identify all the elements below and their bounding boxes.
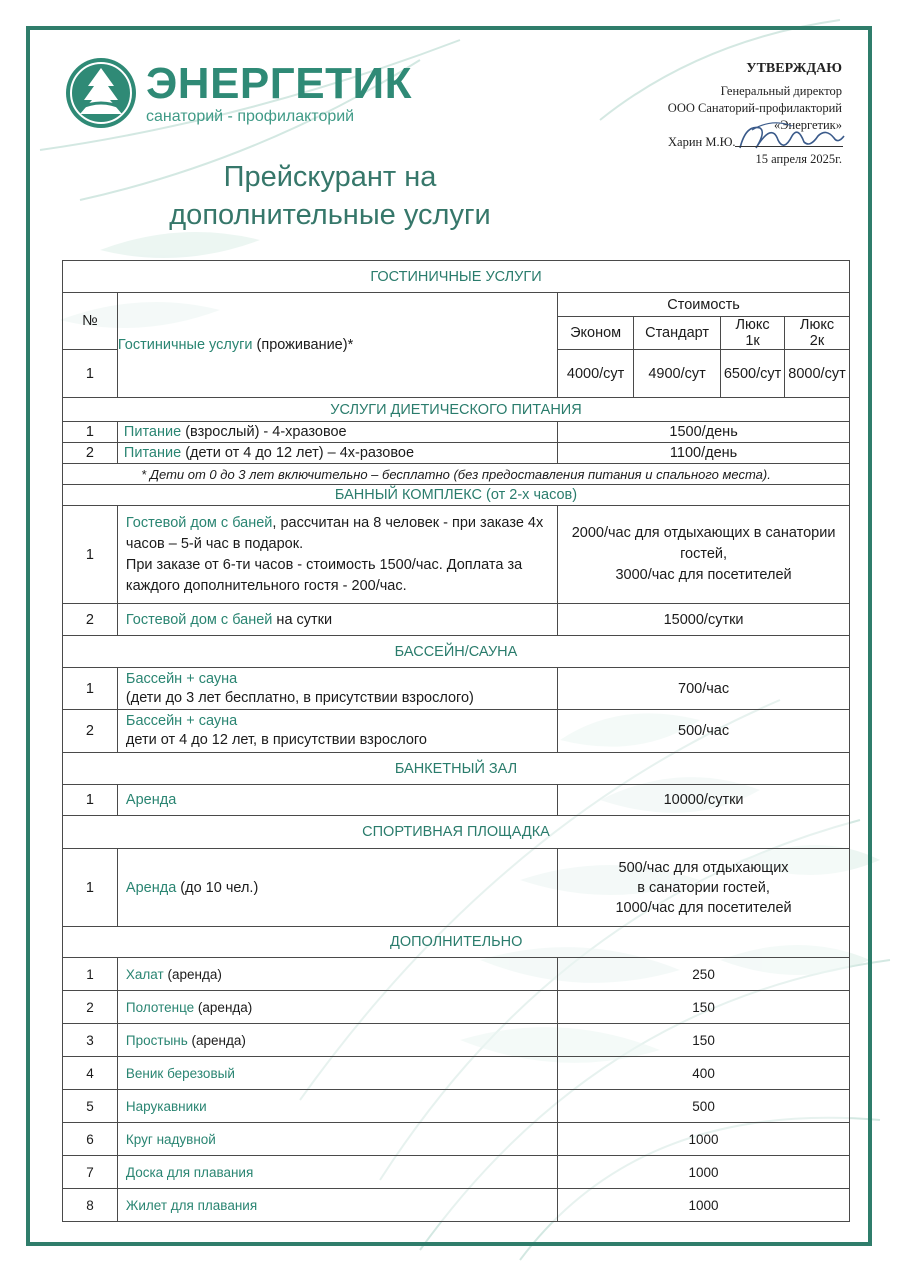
service-cell	[117, 506, 557, 604]
section-sport	[63, 816, 850, 849]
price-cell: 10000/сутки	[558, 785, 850, 816]
service-name: Полотенце	[125, 999, 195, 1015]
approval-position: Генеральный директор	[720, 84, 842, 98]
table-row	[63, 604, 850, 636]
section-title: БАННЫЙ КОМПЛЕКС (от 2-х часов)	[63, 485, 850, 506]
service-name: Аренда	[125, 879, 177, 896]
service-name: Аренда	[125, 792, 177, 808]
row-number: 1	[63, 958, 118, 991]
row-number: 6	[63, 1123, 118, 1156]
section-title: БАССЕЙН/САУНА	[63, 636, 850, 668]
row-number: 8	[63, 1189, 118, 1222]
price-cell: 1500/день	[558, 422, 850, 443]
logo	[66, 58, 412, 130]
service-name: Круг надувной	[125, 1131, 216, 1147]
service-cell	[117, 710, 557, 753]
price-cell: 700/час	[558, 668, 850, 710]
row-number: 5	[63, 1090, 118, 1123]
price-cell: 500	[558, 1090, 850, 1123]
section-pool	[63, 636, 850, 668]
price-cell: 1100/день	[558, 443, 850, 464]
price-cell: 6500/сут	[721, 350, 785, 398]
section-title: УСЛУГИ ДИЕТИЧЕСКОГО ПИТАНИЯ	[63, 398, 850, 422]
service-name: Гостиничные услуги	[117, 337, 253, 353]
category-header: Люкс 2к	[785, 317, 850, 350]
section-extra	[63, 927, 850, 958]
service-cell	[117, 1057, 557, 1090]
price-cell	[558, 506, 850, 604]
row-number: 3	[63, 1024, 118, 1057]
section-bath	[63, 485, 850, 506]
row-number: 4	[63, 1057, 118, 1090]
service-detail: (взрослый) - 4-хразовое	[181, 424, 347, 440]
row-number: 2	[63, 710, 118, 753]
section-title: СПОРТИВНАЯ ПЛОЩАДКА	[63, 816, 850, 849]
approval-company-name: «Энергетик»	[774, 118, 842, 132]
row-number: 2	[63, 991, 118, 1024]
price-cell: 15000/сутки	[558, 604, 850, 636]
service-cell	[117, 1123, 557, 1156]
service-name: Питание	[123, 424, 182, 440]
price-cell: 4000/сут	[558, 350, 634, 398]
price-cell: 1000	[558, 1123, 850, 1156]
table-row	[63, 958, 850, 991]
price-cell: 1000	[558, 1189, 850, 1222]
service-detail: , рассчитан на 8 человек - при заказе 4х часов – 5-й час в подарок.	[125, 514, 544, 552]
price-cell: 150	[558, 1024, 850, 1057]
price-cell: 400	[558, 1057, 850, 1090]
service-cell	[117, 958, 557, 991]
service-cell	[117, 668, 557, 710]
section-title: ДОПОЛНИТЕЛЬНО	[117, 927, 849, 958]
title-line-1: Прейскурант на	[223, 161, 437, 193]
section-title: БАНКЕТНЫЙ ЗАЛ	[63, 753, 850, 785]
table-row	[63, 1057, 850, 1090]
table-row	[63, 785, 850, 816]
service-name: Бассейн + сауна	[125, 670, 238, 687]
service-name: Доска для плавания	[125, 1164, 254, 1180]
service-name: Халат	[125, 966, 164, 982]
price-cell: 500/час	[558, 710, 850, 753]
service-name: Нарукавники	[125, 1098, 207, 1114]
diet-note-row	[63, 464, 850, 485]
table-row	[63, 1090, 850, 1123]
category-header: Люкс 1к	[721, 317, 785, 350]
page-title	[150, 158, 510, 234]
service-cell	[117, 1189, 557, 1222]
signature-line	[735, 146, 843, 147]
approval-signer: Харин М.Ю.	[668, 135, 736, 149]
title-line-2: дополнительные услуги	[169, 199, 491, 231]
table-row	[63, 991, 850, 1024]
diet-note: * Дети от 0 до 3 лет включительно – бесплатно (без предоставления питания и спального места).	[63, 464, 850, 485]
service-cell	[117, 991, 557, 1024]
service-name: Гостевой дом с баней	[125, 514, 273, 531]
section-hotel	[63, 261, 850, 293]
table-row	[63, 1189, 850, 1222]
logo-name: ЭНЕРГЕТИК	[146, 59, 412, 108]
service-detail: (дети от 4 до 12 лет) – 4х-разовое	[181, 445, 415, 461]
price-cell: 8000/сут	[785, 350, 850, 398]
service-cell	[117, 1156, 557, 1189]
approval-company: ООО Санаторий-профилакторий	[667, 101, 842, 115]
table-row	[63, 1123, 850, 1156]
service-cell	[117, 604, 557, 636]
service-name: Питание	[123, 445, 182, 461]
approval-heading: УТВЕРЖДАЮ	[746, 61, 842, 76]
num-header: №	[63, 293, 118, 350]
row-number: 1	[63, 506, 118, 604]
table-row	[63, 293, 850, 317]
row-number: 7	[63, 1156, 118, 1189]
service-detail: (до 10 чел.)	[176, 879, 259, 896]
table-row	[63, 422, 850, 443]
section-title: ГОСТИНИЧНЫЕ УСЛУГИ	[63, 261, 850, 293]
service-detail: (аренда)	[187, 1032, 246, 1048]
hotel-service-cell	[117, 293, 557, 398]
service-cell	[117, 422, 557, 443]
service-name: Жилет для плавания	[125, 1197, 258, 1213]
tree-logo-icon	[66, 58, 136, 128]
row-number: 1	[63, 422, 118, 443]
category-header: Эконом	[558, 317, 634, 350]
row-number: 1	[63, 350, 118, 398]
row-number: 1	[63, 849, 118, 927]
service-detail: (дети до 3 лет бесплатно, в присутствии взрослого)	[125, 689, 474, 706]
section-diet	[63, 398, 850, 422]
service-detail-2: При заказе от 6-ти часов - стоимость 1500/час. Доплата за каждого дополнительного гостя - 200/час.	[125, 556, 523, 594]
price-line: 1000/час для посетителей	[615, 899, 792, 916]
service-name: Гостевой дом с баней	[125, 611, 273, 628]
service-cell	[117, 443, 557, 464]
table-row	[63, 710, 850, 753]
table-row	[63, 1024, 850, 1057]
service-detail: на сутки	[272, 611, 333, 628]
service-name: Веник березовый	[125, 1065, 235, 1081]
service-name: Бассейн + сауна	[125, 713, 238, 729]
section-banquet	[63, 753, 850, 785]
table-row	[63, 849, 850, 927]
empty-cell	[63, 927, 118, 958]
price-cell	[558, 849, 850, 927]
price-cell: 4900/сут	[634, 350, 721, 398]
service-detail: (аренда)	[194, 999, 253, 1015]
table-row	[63, 668, 850, 710]
logo-subtitle: санаторий - профилакторий	[146, 108, 355, 125]
service-cell	[117, 849, 557, 927]
price-cell: 150	[558, 991, 850, 1024]
row-number: 1	[63, 668, 118, 710]
service-cell	[117, 785, 557, 816]
service-cell	[117, 1024, 557, 1057]
price-line: в санатории гостей,	[637, 879, 770, 896]
service-name: Простынь	[125, 1032, 188, 1048]
price-cell: 1000	[558, 1156, 850, 1189]
category-header: Стандарт	[634, 317, 721, 350]
row-number: 2	[63, 604, 118, 636]
price-line: 3000/час для посетителей	[615, 567, 792, 583]
price-line: 2000/час для отдыхающих в санатории гостей,	[571, 525, 836, 562]
table-row	[63, 1156, 850, 1189]
service-cell	[117, 1090, 557, 1123]
approval-date: 15 апреля 2025г.	[755, 152, 842, 166]
row-number: 2	[63, 443, 118, 464]
price-line: 500/час для отдыхающих	[618, 859, 789, 876]
price-cell: 250	[558, 958, 850, 991]
service-detail: (аренда)	[163, 966, 222, 982]
cost-header: Стоимость	[558, 293, 850, 317]
price-table	[62, 260, 850, 1222]
service-detail: (проживание)*	[252, 337, 354, 353]
service-detail: дети от 4 до 12 лет, в присутствии взрослого	[125, 732, 427, 748]
table-row	[63, 443, 850, 464]
row-number: 1	[63, 785, 118, 816]
table-row	[63, 506, 850, 604]
signature-image	[732, 118, 847, 160]
